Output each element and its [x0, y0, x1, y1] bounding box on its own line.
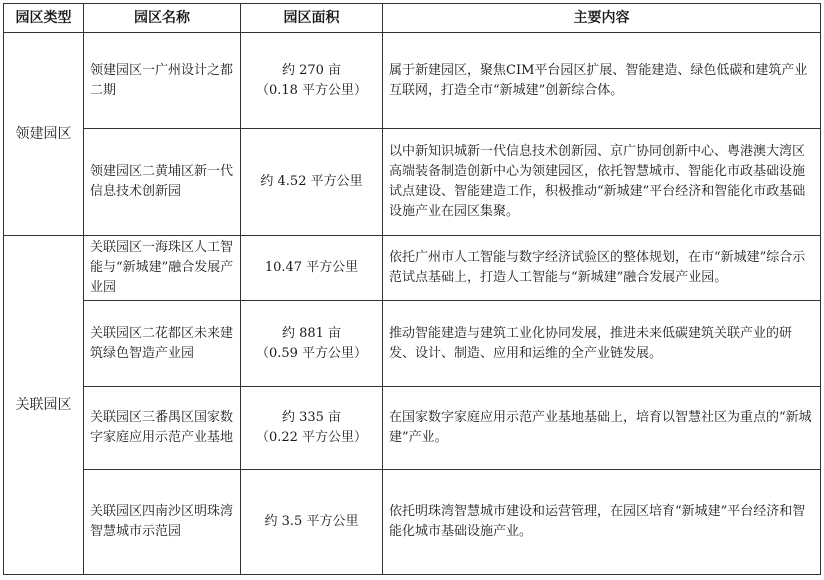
area-value: 约 335 亩	[281, 410, 342, 425]
park-area-cell	[241, 236, 383, 301]
park-area-cell	[241, 387, 383, 470]
table-row	[4, 470, 821, 575]
area-value: 约 270 亩	[281, 62, 342, 78]
park-table	[3, 3, 821, 575]
area-value-secondary: （0.18 平方公里）	[255, 82, 368, 98]
header-park-type: 园区类型	[4, 4, 84, 33]
area-value: 约 3.5 平方公里	[264, 514, 359, 529]
park-name-cell: 关联园区三番禺区国家数字家庭应用示范产业基地	[84, 387, 241, 470]
park-area-cell	[241, 301, 383, 387]
park-name-cell: 关联园区四南沙区明珠湾智慧城市示范园	[84, 470, 241, 575]
main-content-cell: 依托明珠湾智慧城市建设和运营管理，在园区培育“新城建”平台经济和智能化城市基础设施产业。	[383, 470, 821, 575]
table-row	[4, 129, 821, 236]
park-name-cell: 关联园区二花都区未来建筑绿色智造产业园	[84, 301, 241, 387]
park-type-cell: 关联园区	[4, 236, 84, 575]
main-content-cell: 以中新知识城新一代信息技术创新园、京广协同创新中心、粤港澳大湾区高端装备制造创新中心为领建园区，依托智慧城市、智能化市政基础设施试点建设、智能建造工作，积极推动“新城建”平台经济和智能化市政基础设施产业在园区集聚。	[383, 129, 821, 236]
table-row	[4, 236, 821, 301]
main-content-cell: 推动智能建造与建筑工业化协同发展，推进未来低碳建筑关联产业的研发、设计、制造、应用和运维的全产业链发展。	[383, 301, 821, 387]
park-area-cell	[241, 33, 383, 129]
park-area-cell	[241, 470, 383, 575]
main-content-cell: 依托广州市人工智能与数字经济试验区的整体规划，在市“新城建”综合示范试点基础上，打造人工智能与“新城建”融合发展产业园。	[383, 236, 821, 301]
park-area-cell	[241, 129, 383, 236]
area-value: 约 4.52 平方公里	[260, 174, 363, 189]
main-content-cell: 在国家数字家庭应用示范产业基地基础上，培育以智慧社区为重点的“新城建”产业。	[383, 387, 821, 470]
table-row	[4, 387, 821, 470]
park-type-cell: 领建园区	[4, 33, 84, 236]
header-park-name: 园区名称	[84, 4, 241, 33]
area-value-secondary: （0.59 平方公里）	[255, 345, 368, 361]
table-row	[4, 33, 821, 129]
area-value-secondary: （0.22 平方公里）	[255, 430, 368, 445]
park-name-cell: 领建园区一广州设计之都二期	[84, 33, 241, 129]
table-row	[4, 301, 821, 387]
header-main-content: 主要内容	[383, 4, 821, 33]
header-park-area: 园区面积	[241, 4, 383, 33]
park-name-cell: 关联园区一海珠区人工智能与“新城建”融合发展产业园	[84, 236, 241, 301]
main-content-cell: 属于新建园区，聚焦CIM平台园区扩展、智能建造、绿色低碳和建筑产业互联网，打造全市“新城建”创新综合体。	[383, 33, 821, 129]
header-row	[4, 4, 821, 33]
park-name-cell: 领建园区二黄埔区新一代信息技术创新园	[84, 129, 241, 236]
area-value: 10.47 平方公里	[264, 260, 359, 275]
area-value: 约 881 亩	[281, 325, 342, 341]
